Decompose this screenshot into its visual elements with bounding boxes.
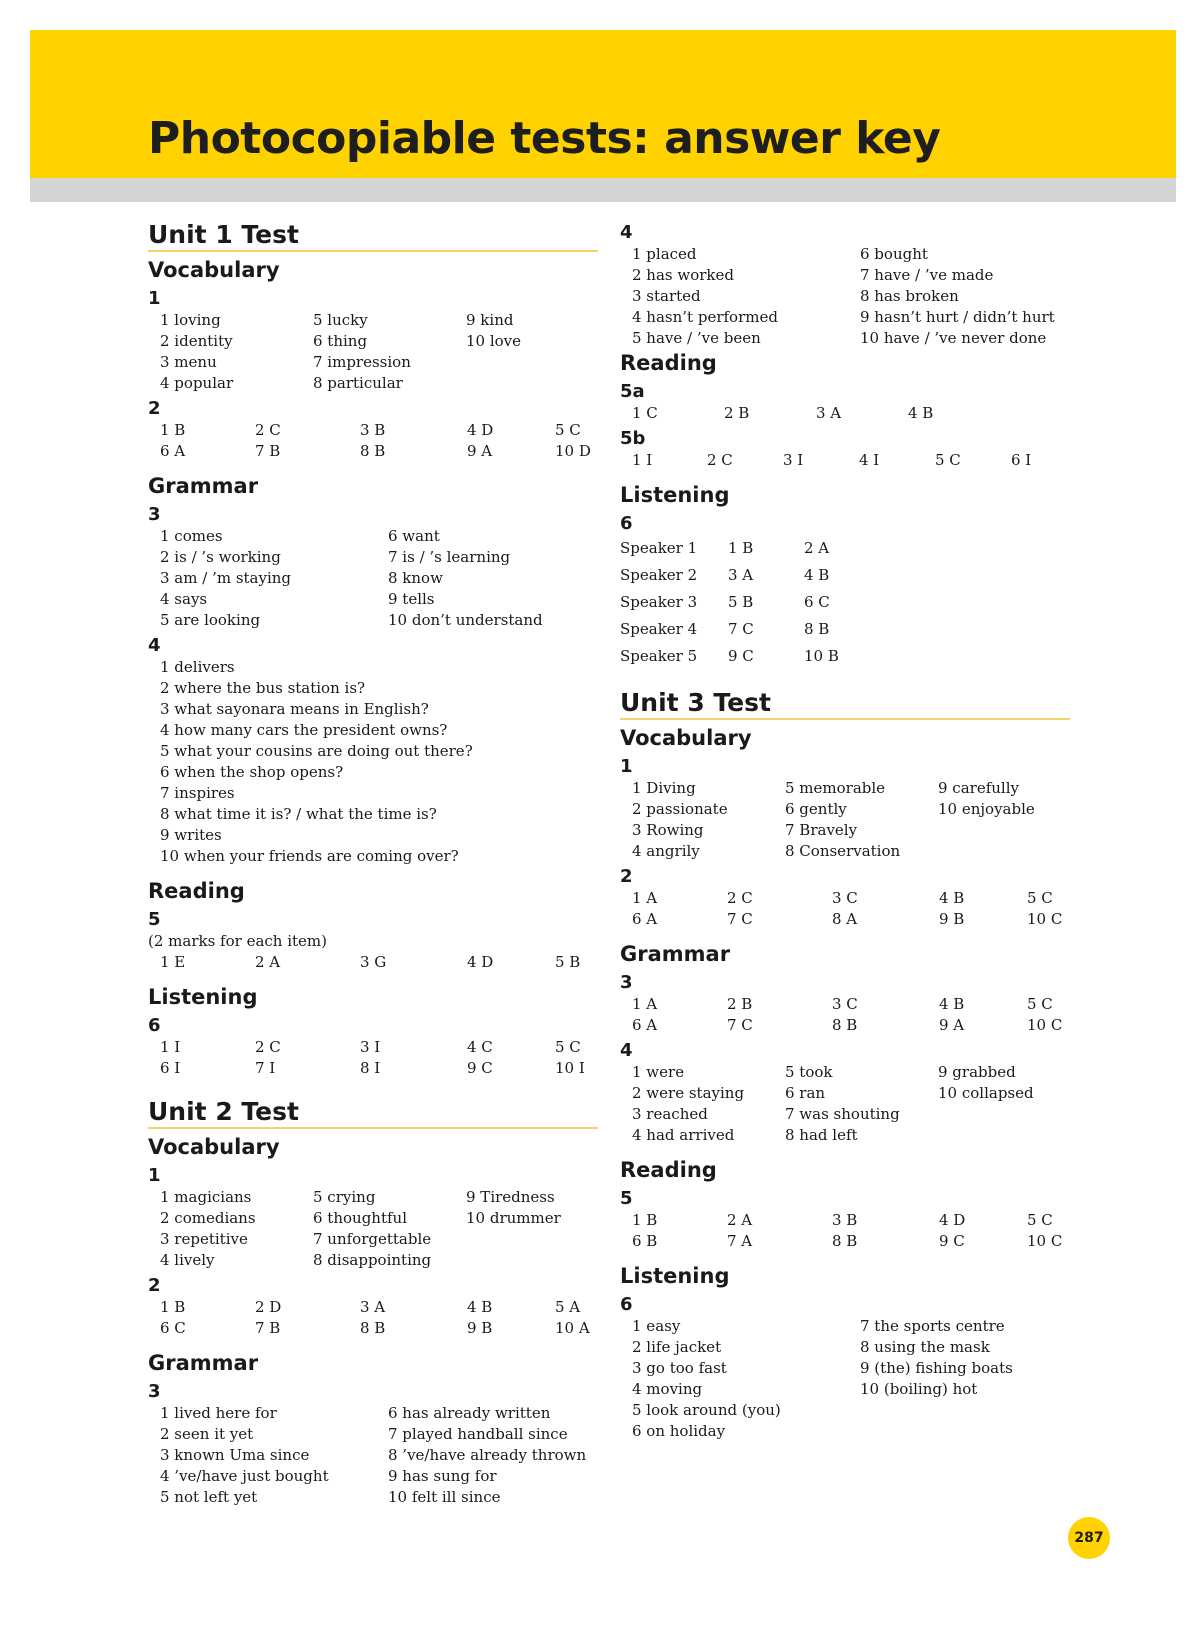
answer-item: 5 A [555, 1298, 581, 1316]
answer-grid [620, 244, 1070, 349]
question-number: 5a [620, 381, 645, 402]
answer-item: 9 grabbed [938, 1063, 1016, 1081]
section-title: Listening [620, 1264, 730, 1288]
question-number: 3 [620, 972, 633, 993]
answer-item: 2 seen it yet [160, 1425, 254, 1443]
answer-grid [620, 888, 1070, 930]
question-number: 1 [620, 756, 633, 777]
answer-item: 1 B [632, 1211, 658, 1229]
answer-item: 9 C [728, 647, 754, 665]
answer-item: 6 has already written [388, 1404, 551, 1422]
spacer [620, 670, 1070, 688]
answer-item: 3 I [360, 1038, 381, 1056]
question-number: 6 [620, 513, 633, 534]
answer-item: 2 C [727, 889, 753, 907]
answer-item: 9 B [939, 910, 965, 928]
answer-grid [148, 1297, 598, 1339]
question-number: 4 [620, 1040, 633, 1061]
answer-item: 1 loving [160, 311, 221, 329]
section-title: Reading [148, 879, 245, 903]
answer-item: 4 D [939, 1211, 966, 1229]
answer-item: 1 I [160, 1038, 181, 1056]
marks-note: (2 marks for each item) [148, 932, 328, 950]
question-number: 2 [148, 398, 161, 419]
answer-item: 7 the sports centre [860, 1317, 1005, 1335]
answer-item: 3 started [632, 287, 701, 305]
answer-item: 2 D [255, 1298, 282, 1316]
answer-item [466, 373, 596, 394]
answer-item: 9 writes [160, 826, 222, 844]
answer-item [938, 1104, 1068, 1125]
answer-item: 7 have / ’ve made [860, 266, 994, 284]
answer-item: 3 am / ’m staying [160, 569, 292, 587]
answer-item: 7 unforgettable [313, 1230, 432, 1248]
answer-item: 5 took [785, 1063, 833, 1081]
question-number: 3 [148, 1381, 161, 1402]
question-number: 4 [148, 635, 161, 656]
answer-item: 7 played handball since [388, 1425, 568, 1443]
question-number: 6 [148, 1015, 161, 1036]
answer-item: 7 was shouting [785, 1105, 900, 1123]
answer-item: 2 B [724, 404, 750, 422]
answer-item: 8 ’ve/have already thrown [388, 1446, 587, 1464]
answer-item: 9 C [467, 1059, 493, 1077]
answer-item: 3 A [816, 404, 842, 422]
answer-item: 2 C [255, 421, 281, 439]
answer-item: 8 what time it is? / what the time is? [160, 805, 437, 823]
page-title: Photocopiable tests: answer key [148, 113, 941, 164]
answer-item: 10 C [1027, 1016, 1063, 1034]
answer-item: 1 placed [632, 245, 697, 263]
answer-item: 6 C [804, 593, 830, 611]
speaker-label: Speaker 3 [620, 593, 698, 611]
answer-item: 2 were staying [632, 1084, 745, 1102]
answer-item: 2 passionate [632, 800, 728, 818]
answer-item: 10 don’t understand [388, 611, 543, 629]
answer-item: 9 has sung for [388, 1467, 497, 1485]
answer-item: 8 using the mask [860, 1338, 990, 1356]
answer-item: 5 lucky [313, 311, 368, 329]
answer-item: 4 popular [160, 374, 234, 392]
question-number: 1 [148, 1165, 161, 1186]
answer-item: 5 C [555, 421, 581, 439]
answer-item: 7 A [727, 1232, 753, 1250]
answer-item: 3 B [360, 421, 386, 439]
answer-item: 1 were [632, 1063, 685, 1081]
header-band [30, 178, 1176, 202]
answer-grid [148, 657, 598, 867]
answer-item: 8 I [360, 1059, 381, 1077]
answer-item: 6 thoughtful [313, 1209, 407, 1227]
answer-item: 8 Conservation [785, 842, 901, 860]
answer-item: 10 felt ill since [388, 1488, 501, 1506]
answer-item: 3 go too fast [632, 1359, 727, 1377]
answer-item [938, 820, 1068, 841]
answer-item: 1 magicians [160, 1188, 252, 1206]
section-title: Grammar [148, 474, 259, 498]
answer-item: 10 D [555, 442, 591, 460]
answer-item: 9 A [467, 442, 493, 460]
speaker-row [620, 535, 1070, 562]
answer-item: 1 Diving [632, 779, 696, 797]
answer-item: 8 B [804, 620, 830, 638]
answer-item: 4 B [908, 404, 934, 422]
answer-grid [148, 310, 598, 394]
answer-item [938, 1125, 1068, 1146]
answer-item: 1 E [160, 953, 186, 971]
answer-item: 8 has broken [860, 287, 959, 305]
speaker-label: Speaker 4 [620, 620, 698, 638]
answer-item: 6 I [160, 1059, 181, 1077]
answer-item [938, 841, 1068, 862]
answer-item: 7 is / ’s learning [388, 548, 511, 566]
answer-item: 1 comes [160, 527, 223, 545]
answer-item: 4 C [467, 1038, 493, 1056]
question-number: 1 [148, 288, 161, 309]
answer-item: 4 B [939, 995, 965, 1013]
right-column [620, 220, 1070, 1442]
answer-item: 2 C [255, 1038, 281, 1056]
answer-item: 6 want [388, 527, 440, 545]
answer-item: 10 C [1027, 1232, 1063, 1250]
answer-grid [148, 1187, 598, 1271]
answer-item: 1 A [632, 889, 658, 907]
answer-item: 10 when your friends are coming over? [160, 847, 459, 865]
answer-grid [148, 526, 598, 631]
answer-item: 8 B [832, 1232, 858, 1250]
answer-item: 4 lively [160, 1251, 215, 1269]
section-title: Listening [620, 483, 730, 507]
answer-item: 7 C [728, 620, 754, 638]
answer-item: 3 B [832, 1211, 858, 1229]
section-title: Vocabulary [148, 258, 280, 282]
answer-item: 5 C [1027, 889, 1053, 907]
answer-grid [148, 1403, 598, 1508]
answer-item: 2 comedians [160, 1209, 256, 1227]
answer-item: 7 B [255, 442, 281, 460]
answer-item: 4 B [467, 1298, 493, 1316]
answer-item: 3 A [728, 566, 754, 584]
answer-item: 1 B [160, 1298, 186, 1316]
answer-item: 1 delivers [160, 658, 235, 676]
answer-item: 5 C [935, 451, 961, 469]
answer-item: 4 D [467, 953, 494, 971]
answer-item: 8 know [388, 569, 443, 587]
answer-item: 6 ran [785, 1084, 826, 1102]
speaker-label: Speaker 5 [620, 647, 698, 665]
answer-item: 7 B [255, 1319, 281, 1337]
answer-item: 10 love [466, 332, 522, 350]
answer-item: 3 Rowing [632, 821, 704, 839]
answer-item: 1 B [160, 421, 186, 439]
answer-item: 3 A [360, 1298, 386, 1316]
answer-item: 6 B [632, 1232, 658, 1250]
answer-item: 7 Bravely [785, 821, 858, 839]
answer-item: 10 B [804, 647, 839, 665]
answer-item [466, 352, 596, 373]
answer-item: 5 are looking [160, 611, 261, 629]
answer-item: 7 impression [313, 353, 411, 371]
answer-item: 9 Tiredness [466, 1188, 555, 1206]
question-number: 5 [620, 1188, 633, 1209]
answer-item: 4 says [160, 590, 208, 608]
answer-item: 4 D [467, 421, 494, 439]
answer-item: 3 known Uma since [160, 1446, 310, 1464]
answer-item: 9 kind [466, 311, 514, 329]
speaker-row [620, 562, 1070, 589]
answer-item: 10 have / ’ve never done [860, 329, 1047, 347]
answer-item: 4 ’ve/have just bought [160, 1467, 329, 1485]
answer-grid [148, 420, 598, 462]
answer-item: 2 where the bus station is? [160, 679, 366, 697]
answer-item: 9 A [939, 1016, 965, 1034]
section-title: Grammar [620, 942, 731, 966]
answer-item: 2 A [804, 539, 830, 557]
answer-item: 6 C [160, 1319, 186, 1337]
answer-item: 5 C [1027, 995, 1053, 1013]
answer-item: 10 I [555, 1059, 585, 1077]
answer-item: 6 gently [785, 800, 847, 818]
question-number: 5 [148, 909, 161, 930]
section-title: Listening [148, 985, 258, 1009]
answer-item: 4 had arrived [632, 1126, 735, 1144]
answer-item: 7 C [727, 910, 753, 928]
answer-grid [620, 1210, 1070, 1252]
answer-item: 5 have / ’ve been [632, 329, 761, 347]
answer-item: 2 A [727, 1211, 753, 1229]
answer-item: 9 hasn’t hurt / didn’t hurt [860, 308, 1055, 326]
answer-item: 9 (the) fishing boats [860, 1359, 1013, 1377]
answer-item: 6 I [1011, 451, 1032, 469]
answer-item: 2 identity [160, 332, 233, 350]
question-number: 5b [620, 428, 646, 449]
answer-item: 6 thing [313, 332, 368, 350]
answer-item: 8 B [360, 1319, 386, 1337]
answer-item: 3 C [832, 889, 858, 907]
answer-item: 10 (boiling) hot [860, 1380, 978, 1398]
section-title: Vocabulary [620, 726, 752, 750]
answer-item: 1 lived here for [160, 1404, 277, 1422]
answer-item: 7 inspires [160, 784, 235, 802]
answer-item: 3 menu [160, 353, 217, 371]
answer-item: 9 tells [388, 590, 435, 608]
answer-item: 2 has worked [632, 266, 734, 284]
answer-item: 7 I [255, 1059, 276, 1077]
answer-item: 10 collapsed [938, 1084, 1034, 1102]
unit-title: Unit 2 Test [148, 1097, 598, 1129]
answer-item: 6 on holiday [632, 1422, 726, 1440]
answer-item: 3 repetitive [160, 1230, 248, 1248]
answer-item: 10 A [555, 1319, 590, 1337]
answer-item: 9 carefully [938, 779, 1019, 797]
question-number: 4 [620, 222, 633, 243]
answer-item: 1 easy [632, 1317, 681, 1335]
answer-item: 2 A [255, 953, 281, 971]
answer-item: 6 bought [860, 245, 928, 263]
answer-item: 4 moving [632, 1380, 703, 1398]
answer-item: 1 C [632, 404, 658, 422]
speaker-table [620, 535, 1070, 670]
answer-item: 4 B [939, 889, 965, 907]
answer-item: 6 A [160, 442, 186, 460]
answer-grid [620, 1062, 1070, 1146]
speaker-row [620, 589, 1070, 616]
answer-item: 2 life jacket [632, 1338, 722, 1356]
answer-item: 5 B [728, 593, 754, 611]
answer-item: 1 I [632, 451, 653, 469]
answer-item [466, 1250, 596, 1271]
answer-item: 4 I [859, 451, 880, 469]
answer-item [860, 1421, 1080, 1442]
answer-item: 8 B [360, 442, 386, 460]
question-number: 2 [620, 866, 633, 887]
question-number: 6 [620, 1294, 633, 1315]
speaker-row [620, 616, 1070, 643]
answer-item: 1 A [632, 995, 658, 1013]
answer-item: 2 B [727, 995, 753, 1013]
answer-item: 9 C [939, 1232, 965, 1250]
answer-grid [148, 952, 598, 973]
answer-item [466, 1229, 596, 1250]
answer-item: 8 A [832, 910, 858, 928]
answer-item: 4 angrily [632, 842, 700, 860]
answer-grid [620, 1316, 1070, 1442]
unit-title: Unit 1 Test [148, 220, 598, 252]
answer-item: 2 C [707, 451, 733, 469]
answer-item: 10 enjoyable [938, 800, 1035, 818]
section-title: Vocabulary [148, 1135, 280, 1159]
page-number: 287 [1068, 1517, 1110, 1559]
answer-item: 6 A [632, 910, 658, 928]
answer-item: 5 C [1027, 1211, 1053, 1229]
answer-item: 8 B [832, 1016, 858, 1034]
speaker-label: Speaker 1 [620, 539, 698, 557]
answer-item: 3 reached [632, 1105, 708, 1123]
answer-grid [620, 994, 1070, 1036]
answer-item: 6 when the shop opens? [160, 763, 344, 781]
answer-item: 1 B [728, 539, 754, 557]
answer-item: 2 is / ’s working [160, 548, 281, 566]
answer-item: 9 B [467, 1319, 493, 1337]
left-column [148, 220, 598, 1508]
answer-item: 5 what your cousins are doing out there? [160, 742, 473, 760]
answer-item: 5 look around (you) [632, 1401, 781, 1419]
answer-item: 5 memorable [785, 779, 886, 797]
answer-item: 10 drummer [466, 1209, 561, 1227]
answer-item: 4 hasn’t performed [632, 308, 778, 326]
answer-item: 6 A [632, 1016, 658, 1034]
answer-grid [620, 778, 1070, 862]
answer-item: 5 B [555, 953, 581, 971]
section-title: Grammar [148, 1351, 259, 1375]
answer-item: 5 C [555, 1038, 581, 1056]
answer-item: 10 C [1027, 910, 1063, 928]
question-number: 3 [148, 504, 161, 525]
answer-item: 3 what sayonara means in English? [160, 700, 429, 718]
section-title: Reading [620, 351, 717, 375]
answer-item: 4 how many cars the president owns? [160, 721, 448, 739]
speaker-label: Speaker 2 [620, 566, 698, 584]
answer-item: 8 particular [313, 374, 403, 392]
answer-item: 5 not left yet [160, 1488, 258, 1506]
answer-item: 3 I [783, 451, 804, 469]
answer-item: 3 G [360, 953, 387, 971]
spacer [148, 1079, 598, 1097]
answer-item: 5 crying [313, 1188, 376, 1206]
answer-item: 8 disappointing [313, 1251, 432, 1269]
answer-item: 4 B [804, 566, 830, 584]
answer-grid [148, 1037, 598, 1079]
answer-item: 3 C [832, 995, 858, 1013]
answer-grid [620, 403, 1070, 424]
section-title: Reading [620, 1158, 717, 1182]
answer-item [860, 1400, 1080, 1421]
unit-title: Unit 3 Test [620, 688, 1070, 720]
answer-grid [620, 450, 1070, 471]
answer-item: 7 C [727, 1016, 753, 1034]
answer-item: 8 had left [785, 1126, 858, 1144]
speaker-row [620, 643, 1070, 670]
question-number: 2 [148, 1275, 161, 1296]
